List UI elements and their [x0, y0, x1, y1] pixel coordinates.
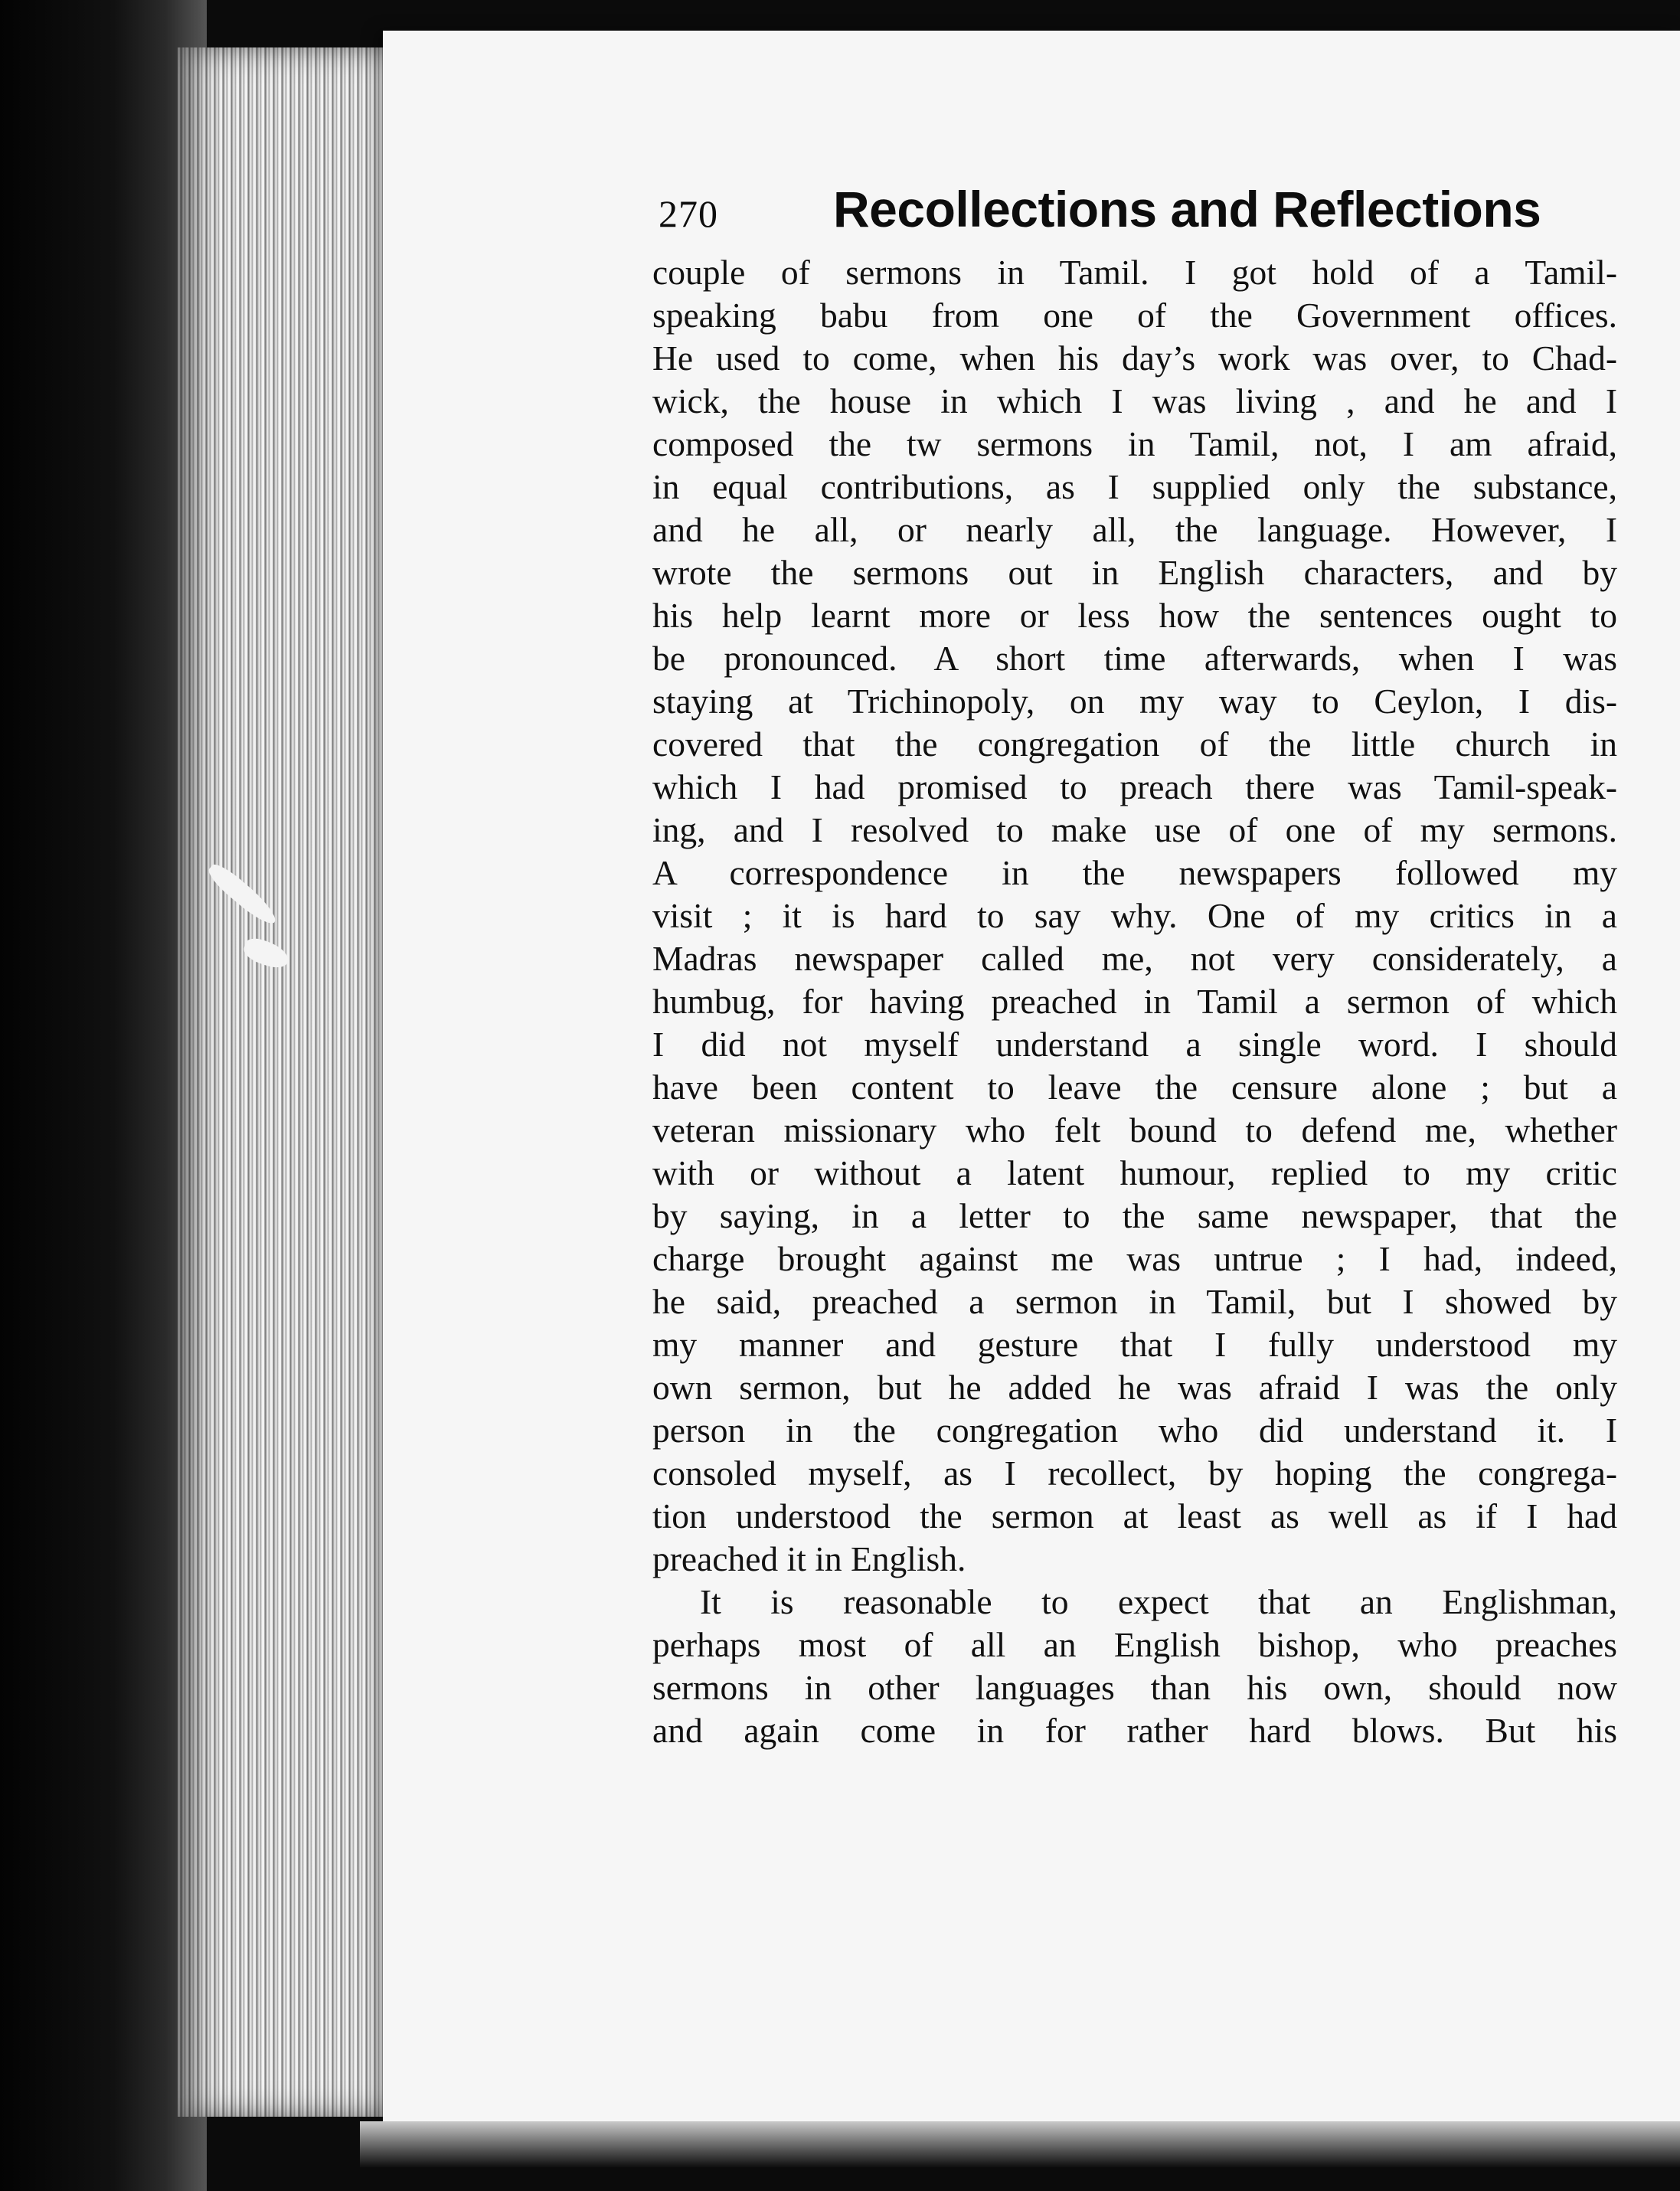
text-line: have been content to leave the censure alone ; but a [652, 1068, 1617, 1107]
text-line: wrote the sermons out in English characters, and by [652, 553, 1617, 592]
text-line: wick, the house in which I was living , and he and I [652, 381, 1617, 420]
running-head [659, 180, 1654, 249]
text-line: be pronounced. A short time afterwards, when I was [652, 639, 1617, 678]
text-line: staying at Trichinopoly, on my way to Ceylon, I dis- [652, 682, 1617, 721]
page-edges [178, 47, 400, 2117]
paragraph-end-line: preached it in English. [652, 1539, 966, 1578]
running-title: Recollections and Reflections [833, 181, 1541, 237]
text-line: speaking babu from one of the Government offices. [652, 296, 1617, 335]
text-line: person in the congregation who did understand it. I [652, 1411, 1617, 1450]
text-line: visit ; it is hard to say why. One of my critics in a [652, 896, 1617, 935]
text-line: composed the tw sermons in Tamil, not, I am afraid, [652, 424, 1617, 463]
text-line: perhaps most of all an English bishop, who preaches [652, 1625, 1617, 1664]
text-line: sermons in other languages than his own, should now [652, 1668, 1617, 1707]
text-line: charge brought against me was untrue ; I had, indeed, [652, 1239, 1617, 1278]
page-number: 270 [659, 192, 718, 235]
text-line: his help learnt more or less how the sentences ought to [652, 596, 1617, 635]
text-line: which I had promised to preach there was Tamil-speak- [652, 767, 1617, 806]
text-line: humbug, for having preached in Tamil a sermon of which [652, 982, 1617, 1021]
book-spine-shadow [0, 0, 207, 2191]
text-line: tion understood the sermon at least as well as if I had [652, 1496, 1617, 1535]
text-line: he said, preached a sermon in Tamil, but I showed by [652, 1282, 1617, 1321]
text-line: by saying, in a letter to the same newspaper, that the [652, 1196, 1617, 1235]
text-line: with or without a latent humour, replied to my critic [652, 1153, 1617, 1192]
text-line: ing, and I resolved to make use of one of my sermons. [652, 810, 1617, 849]
text-line: my manner and gesture that I fully understood my [652, 1325, 1617, 1364]
page-bottom-edge [360, 2121, 1680, 2167]
paragraph-start-line: It is reasonable to expect that an Englishman, [700, 1582, 1617, 1621]
text-line: I did not myself understand a single word. I should [652, 1025, 1617, 1064]
text-line: A correspondence in the newspapers followed my [652, 853, 1617, 892]
text-line: He used to come, when his day’s work was over, to Chad- [652, 338, 1617, 378]
text-line: couple of sermons in Tamil. I got hold of a Tamil- [652, 253, 1617, 292]
text-line: own sermon, but he added he was afraid I was the only [652, 1368, 1617, 1407]
text-line: covered that the congregation of the little church in [652, 724, 1617, 764]
text-line: and he all, or nearly all, the language. However, I [652, 510, 1617, 549]
text-line: Madras newspaper called me, not very considerately, a [652, 939, 1617, 978]
body-text [652, 251, 1617, 1752]
text-line: veteran missionary who felt bound to defend me, whether [652, 1110, 1617, 1149]
text-line: and again come in for rather hard blows. But his [652, 1711, 1617, 1750]
text-line: in equal contributions, as I supplied only the substance, [652, 467, 1617, 506]
text-line: consoled myself, as I recollect, by hoping the congrega- [652, 1454, 1617, 1493]
